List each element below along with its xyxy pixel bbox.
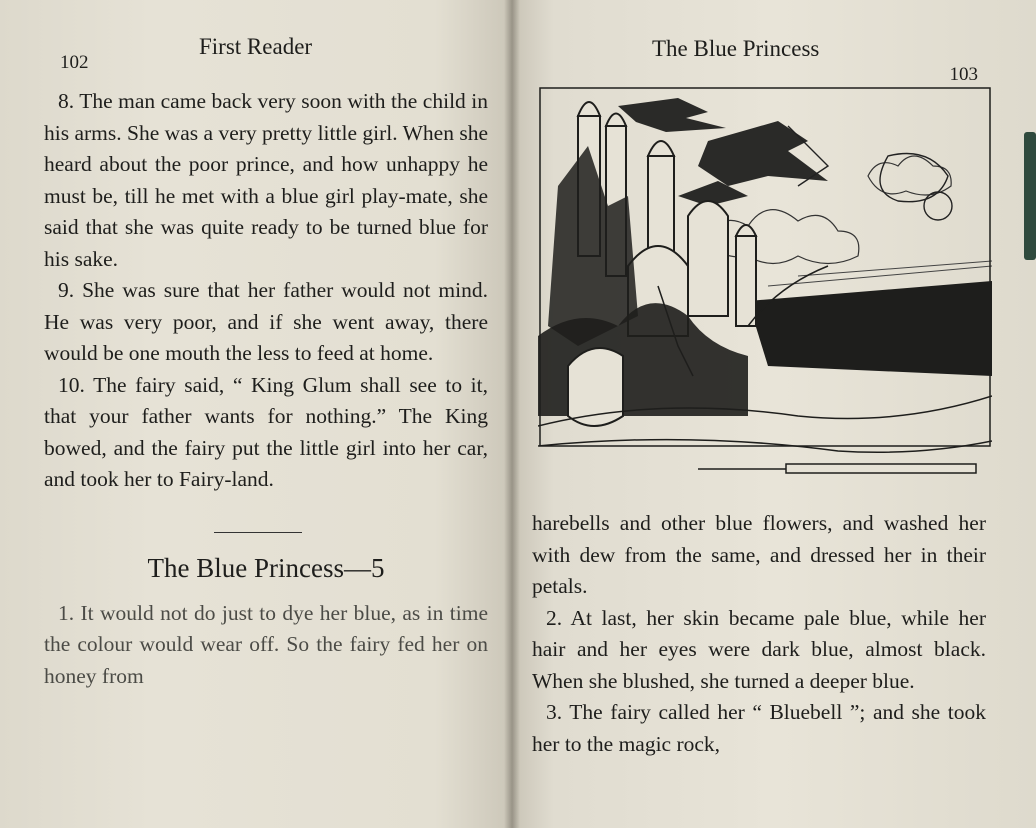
right-paragraph-2: 2. At last, her skin became pale blue, while her hair and her eyes were dark blue, almost black. When she blushed, she turned a deeper blue. bbox=[532, 605, 986, 693]
right-paragraph-3: 3. The fairy called her “ Bluebell ”; and she took her to the magic rock, bbox=[532, 700, 986, 756]
right-page-number: 103 bbox=[949, 64, 978, 85]
left-page bbox=[0, 0, 512, 828]
paragraph-10: 10. The fairy said, “ King Glum shall see to it, that your father wants for nothing.” The King bowed, and the fairy put the little girl into her car, and took her to Fairy-land. bbox=[44, 372, 488, 491]
right-running-head bbox=[532, 30, 986, 86]
section-divider bbox=[214, 532, 302, 533]
right-head-title: The Blue Princess bbox=[652, 36, 820, 61]
castle-illustration bbox=[538, 86, 992, 486]
right-page bbox=[512, 0, 1036, 828]
paragraph-9: 9. She was sure that her father would not mind. He was very poor, and if she went away, there would be one mouth the less to feed at home. bbox=[44, 278, 488, 365]
bookmark-tab-right bbox=[1024, 132, 1036, 260]
left-running-head bbox=[44, 30, 488, 86]
book-gutter bbox=[504, 0, 520, 828]
left-head-title: First Reader bbox=[199, 34, 313, 59]
paragraph-8: 8. The man came back very soon with the child in his arms. She was a very pretty little girl. When she heard about the poor prince, and how unhappy he must be, till he met with a blue girl play-mate, she said that she was quite ready to be turned blue for his sake. bbox=[44, 89, 488, 271]
section-title: The Blue Princess—5 bbox=[147, 552, 385, 583]
section-paragraph-1: 1. It would not do just to dye her blue, as in time the colour would wear off. So the fairy fed her on honey from bbox=[44, 600, 488, 688]
left-page-number: 102 bbox=[60, 52, 89, 73]
right-paragraph-continued: harebells and other blue flowers, and washed her with dew from the same, and dressed her in their petals. bbox=[532, 511, 986, 598]
